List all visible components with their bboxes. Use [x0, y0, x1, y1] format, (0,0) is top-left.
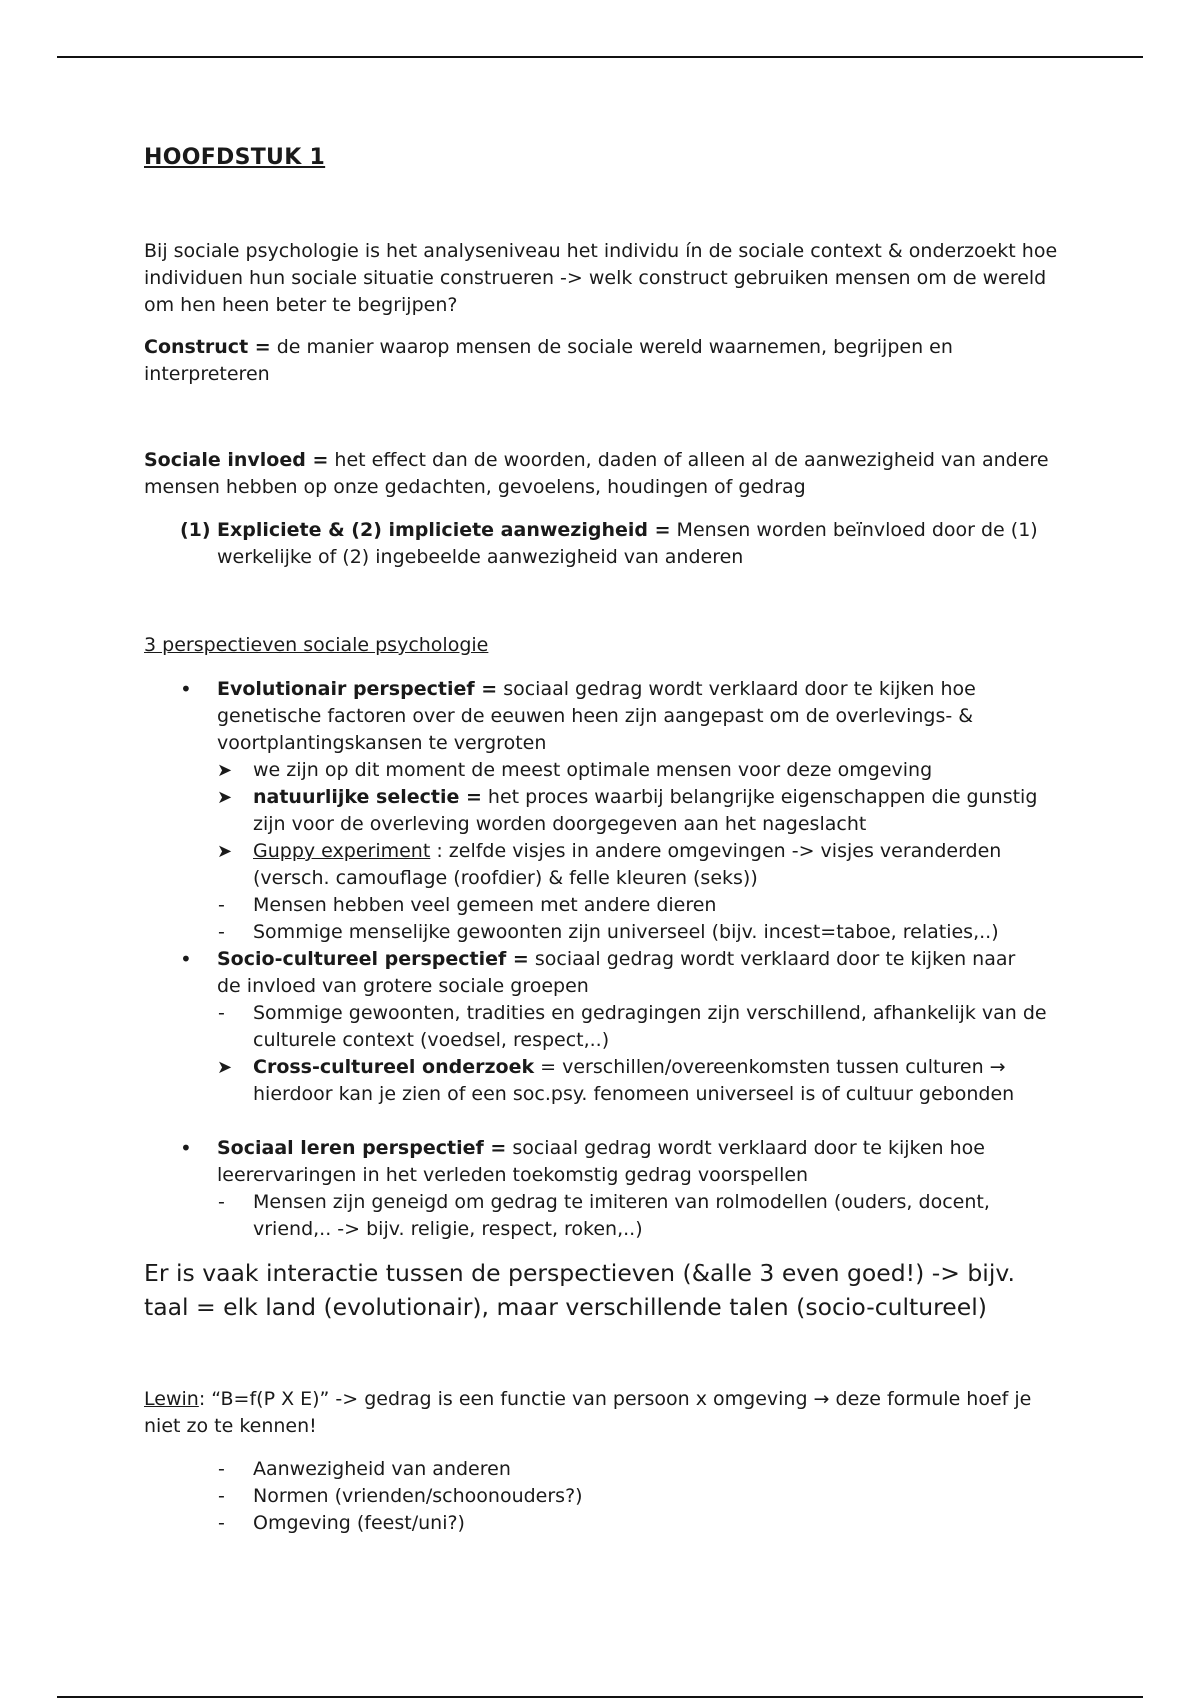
- lewin-list-item-text: Aanwezigheid van anderen: [253, 1458, 511, 1480]
- cross-cultureel-definition: = verschillen/overeenkomsten tussen culturen → hierdoor kan je zien of een soc.psy. fenomeen universeel is of cultuur gebonden: [253, 1056, 1015, 1105]
- header-rule: [57, 56, 1143, 58]
- bullet-dot-socio: •: [180, 947, 192, 971]
- sociaal-leren-term: Sociaal leren perspectief =: [217, 1137, 507, 1159]
- cross-cultureel-term: Cross-cultureel onderzoek: [253, 1056, 535, 1078]
- evolutionair-sub1-text: we zijn op dit moment de meest optimale mensen voor deze omgeving: [253, 759, 933, 781]
- bullet-dot-evolutionair: •: [180, 677, 192, 701]
- perspectives-heading-text: 3 perspectieven sociale psychologie: [144, 634, 489, 656]
- evolutionair-dash2-text: Sommige menselijke gewoonten zijn universeel (bijv. incest=taboe, relaties,..): [253, 921, 999, 943]
- interactie-text: Er is vaak interactie tussen de perspectieven (&alle 3 even goed!) -> bijv. taal = elk land (evolutionair), maar verschillende talen (socio-cultureel): [144, 1259, 1015, 1321]
- guppy-experiment-link: Guppy experiment: [253, 840, 431, 862]
- sociaal-leren-dash1-text: Mensen zijn geneigd om gedrag te imiteren van rolmodellen (ouders, docent, vriend,.. -> bijv. religie, respect, roken,..): [253, 1191, 990, 1240]
- evolutionair-dash1: [218, 892, 1063, 919]
- dash-marker: -: [218, 1512, 225, 1534]
- evolutionair-item: [180, 676, 1057, 757]
- evolutionair-definition: sociaal gedrag wordt verklaard door te kijken hoe genetische factoren over de eeuwen heen zijn aangepast om de overlevings- & voortplantingskansen te vergroten: [217, 678, 976, 754]
- footer-rule: [57, 1696, 1143, 1698]
- sociale-invloed-definition: het effect dan de woorden, daden of alleen al de aanwezigheid van andere mensen hebben op onze gedachten, gevoelens, houdingen of gedrag: [144, 449, 1049, 498]
- bullet-dot-sociaal-leren: •: [180, 1136, 192, 1160]
- chapter-title: HOOFDSTUK 1: [144, 145, 326, 170]
- socio-dash1: [218, 1000, 1063, 1054]
- evolutionair-sub3: [217, 838, 1063, 892]
- construct-definition: de manier waarop mensen de sociale wereld waarnemen, begrijpen en interpreteren: [144, 336, 953, 385]
- construct-paragraph: [144, 334, 1064, 388]
- intro-paragraph: [144, 238, 1064, 319]
- aanwezigheid-item: [180, 517, 1064, 571]
- arrow-bullet-icon: ➤: [217, 787, 233, 808]
- intro-text: Bij sociale psychologie is het analyseniveau het individu ín de sociale context & onderzoekt hoe individuen hun sociale situatie construeren -> welk construct gebruiken mensen om de wereld om hen heen beter te begrijpen?: [144, 240, 1058, 316]
- socio-term: Socio-cultureel perspectief =: [217, 948, 529, 970]
- dash-marker: -: [218, 1458, 225, 1480]
- sociaal-leren-dash1: [218, 1189, 1063, 1243]
- evolutionair-dash1-text: Mensen hebben veel gemeen met andere dieren: [253, 894, 717, 916]
- list-item: [218, 1483, 953, 1510]
- sociaal-leren-definition: sociaal gedrag wordt verklaard door te kijken hoe leerervaringen in het verleden toekomstig gedrag voorspellen: [217, 1137, 985, 1186]
- aanwezigheid-definition: Mensen worden beïnvloed door de (1) werkelijke of (2) ingebeelde aanwezigheid van anderen: [217, 519, 1038, 568]
- sociale-invloed-term: Sociale invloed =: [144, 449, 329, 471]
- arrow-bullet-icon: ➤: [217, 760, 233, 781]
- evolutionair-sub2: [217, 784, 1063, 838]
- socio-definition: sociaal gedrag wordt verklaard door te kijken naar de invloed van grotere sociale groepen: [217, 948, 1016, 997]
- socio-dash1-text: Sommige gewoonten, tradities en gedragingen zijn verschillend, afhankelijk van de culturele context (voedsel, respect,..): [253, 1002, 1047, 1051]
- aanwezigheid-marker: (1): [180, 519, 211, 541]
- dash-marker: -: [218, 1191, 225, 1213]
- aanwezigheid-term: Expliciete & (2) impliciete aanwezigheid =: [217, 519, 671, 541]
- evolutionair-sub1: [217, 757, 1063, 784]
- lewin-list-item-text: Normen (vrienden/schoonouders?): [253, 1485, 583, 1507]
- socio-item: [180, 946, 1037, 1000]
- evolutionair-dash2: [218, 919, 1073, 946]
- dash-marker: -: [218, 894, 225, 916]
- dash-marker: -: [218, 921, 225, 943]
- selectie-term: natuurlijke selectie =: [253, 786, 482, 808]
- list-item: [218, 1510, 953, 1537]
- sociale-invloed-paragraph: [144, 447, 1064, 501]
- dash-marker: -: [218, 1002, 225, 1024]
- socio-sub: [217, 1054, 1068, 1108]
- list-item: [218, 1456, 953, 1483]
- arrow-bullet-icon: ➤: [217, 841, 233, 862]
- lewin-paragraph: [144, 1386, 1064, 1440]
- construct-term: Construct =: [144, 336, 271, 358]
- perspectives-heading: [144, 632, 1064, 659]
- lewin-name: Lewin: [144, 1388, 199, 1410]
- evolutionair-term: Evolutionair perspectief =: [217, 678, 498, 700]
- sociaal-leren-item: [180, 1135, 1057, 1189]
- selectie-definition: het proces waarbij belangrijke eigenschappen die gunstig zijn voor de overleving worden doorgegeven aan het nageslacht: [253, 786, 1038, 835]
- lewin-list-item-text: Omgeving (feest/uni?): [253, 1512, 465, 1534]
- interactie-paragraph: [144, 1256, 1064, 1324]
- lewin-text: : “B=f(P X E)” -> gedrag is een functie van persoon x omgeving → deze formule hoef je niet zo te kennen!: [144, 1388, 1032, 1437]
- dash-marker: -: [218, 1485, 225, 1507]
- arrow-bullet-icon: ➤: [217, 1057, 233, 1078]
- guppy-definition: : zelfde visjes in andere omgevingen -> visjes veranderden (versch. camouflage (roofdier) & felle kleuren (seks)): [253, 840, 1002, 889]
- lewin-list: [218, 1456, 953, 1537]
